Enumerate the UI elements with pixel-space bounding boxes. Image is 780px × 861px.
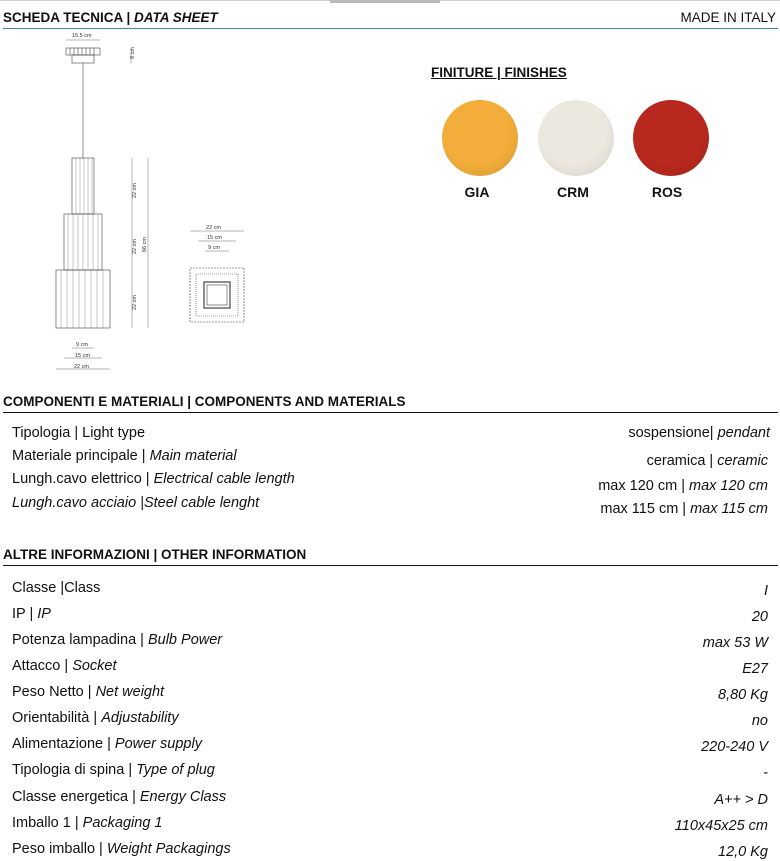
plan-dim-9: 9 cm	[208, 245, 220, 251]
plan-dim-15: 15 cm	[207, 235, 222, 241]
finish-swatch-ros	[633, 100, 709, 176]
top-border	[0, 0, 780, 4]
info-row	[12, 762, 770, 782]
other-info-section-title: ALTRE INFORMAZIONI | OTHER INFORMATION	[3, 547, 778, 566]
info-row-value: max 53 W	[702, 635, 768, 651]
info-row-label: Tipologia di spina | Type of plug	[12, 762, 215, 778]
dim-tier-2: 22 cm	[132, 239, 138, 254]
made-in-label: MADE IN ITALY	[680, 10, 776, 25]
sheet-header	[3, 10, 778, 29]
info-row-label: IP | IP	[12, 606, 51, 622]
info-row	[12, 580, 770, 600]
info-row-value: E27	[742, 661, 768, 677]
component-row: Tipologia | Light type sospensione| pendant	[12, 425, 770, 441]
info-row-value: I	[763, 583, 768, 599]
info-row	[12, 736, 770, 756]
canopy-drawing	[66, 48, 100, 63]
sheet-title-en: DATA SHEET	[134, 10, 218, 25]
component-row: Lungh.cavo acciaio |Steel cable lenght max 115 cm | max 115 cm	[12, 495, 768, 517]
info-row-label: Imballo 1 | Packaging 1	[12, 815, 163, 831]
info-row	[12, 710, 770, 730]
info-row-label: Alimentazione | Power supply	[12, 736, 202, 752]
sheet-title-it: SCHEDA TECNICA |	[3, 10, 135, 25]
info-row	[12, 606, 770, 626]
info-row-value: 220-240 V	[701, 739, 768, 755]
info-row-label: Classe energetica | Energy Class	[12, 789, 227, 805]
info-row-label: Orientabilità | Adjustability	[12, 710, 179, 726]
component-row: Lungh.cavo elettrico | Electrical cable length max 120 cm | max 120 cm	[12, 471, 768, 494]
finish-label-ros: ROS	[651, 184, 683, 200]
info-row-label: Attacco | Socket	[12, 658, 117, 674]
dim-total-height: 66 cm	[142, 237, 148, 252]
dim-tier-3: 22 cm	[132, 295, 138, 310]
info-row-value: 8,80 Kg	[718, 687, 768, 703]
info-row-value: no	[751, 713, 768, 729]
info-row-value: 110x45x25 cm	[674, 818, 768, 834]
plan-view-drawing	[190, 268, 244, 322]
lamp-body-drawing	[56, 158, 110, 328]
finishes-title: FINITURE | FINISHES	[431, 65, 567, 80]
info-row-value: 20	[751, 609, 768, 625]
sheet-title	[3, 10, 218, 25]
info-row	[12, 658, 770, 678]
info-row-value: A++ > D	[714, 792, 768, 808]
technical-drawing	[0, 30, 280, 380]
info-row	[12, 789, 770, 809]
component-row: Materiale principale | Main material ceramica | ceramic	[12, 448, 768, 469]
dim-width-15: 15 cm	[75, 353, 90, 359]
info-row-label: Potenza lampadina | Bulb Power	[12, 632, 223, 648]
finish-label-gia: GIA	[464, 184, 490, 200]
info-row	[12, 815, 770, 835]
top-tab-marker	[330, 0, 440, 3]
info-row-label: Peso imballo | Weight Packagings	[12, 841, 231, 857]
finish-swatch-gia	[442, 100, 518, 176]
info-row	[12, 841, 770, 861]
info-row-label: Classe |Class	[12, 580, 101, 596]
finish-label-crm: CRM	[557, 184, 589, 200]
dim-canopy-height: 8 cm	[130, 47, 136, 59]
dim-canopy-width: 15,5 cm	[72, 33, 92, 39]
info-row-label: Peso Netto | Net weight	[12, 684, 165, 700]
info-row	[12, 684, 770, 704]
info-row-value: -	[763, 765, 768, 781]
finish-swatch-crm	[538, 100, 614, 176]
plan-dim-22: 22 cm	[206, 225, 221, 231]
dim-width-9: 9 cm	[76, 342, 88, 348]
dim-tier-1: 22 cm	[132, 183, 138, 198]
info-row-value: 12,0 Kg	[718, 844, 768, 860]
dim-width-22: 22 cm	[74, 364, 89, 370]
components-section-title: COMPONENTI E MATERIALI | COMPONENTS AND MATERIALS	[3, 394, 778, 413]
info-row	[12, 632, 770, 652]
